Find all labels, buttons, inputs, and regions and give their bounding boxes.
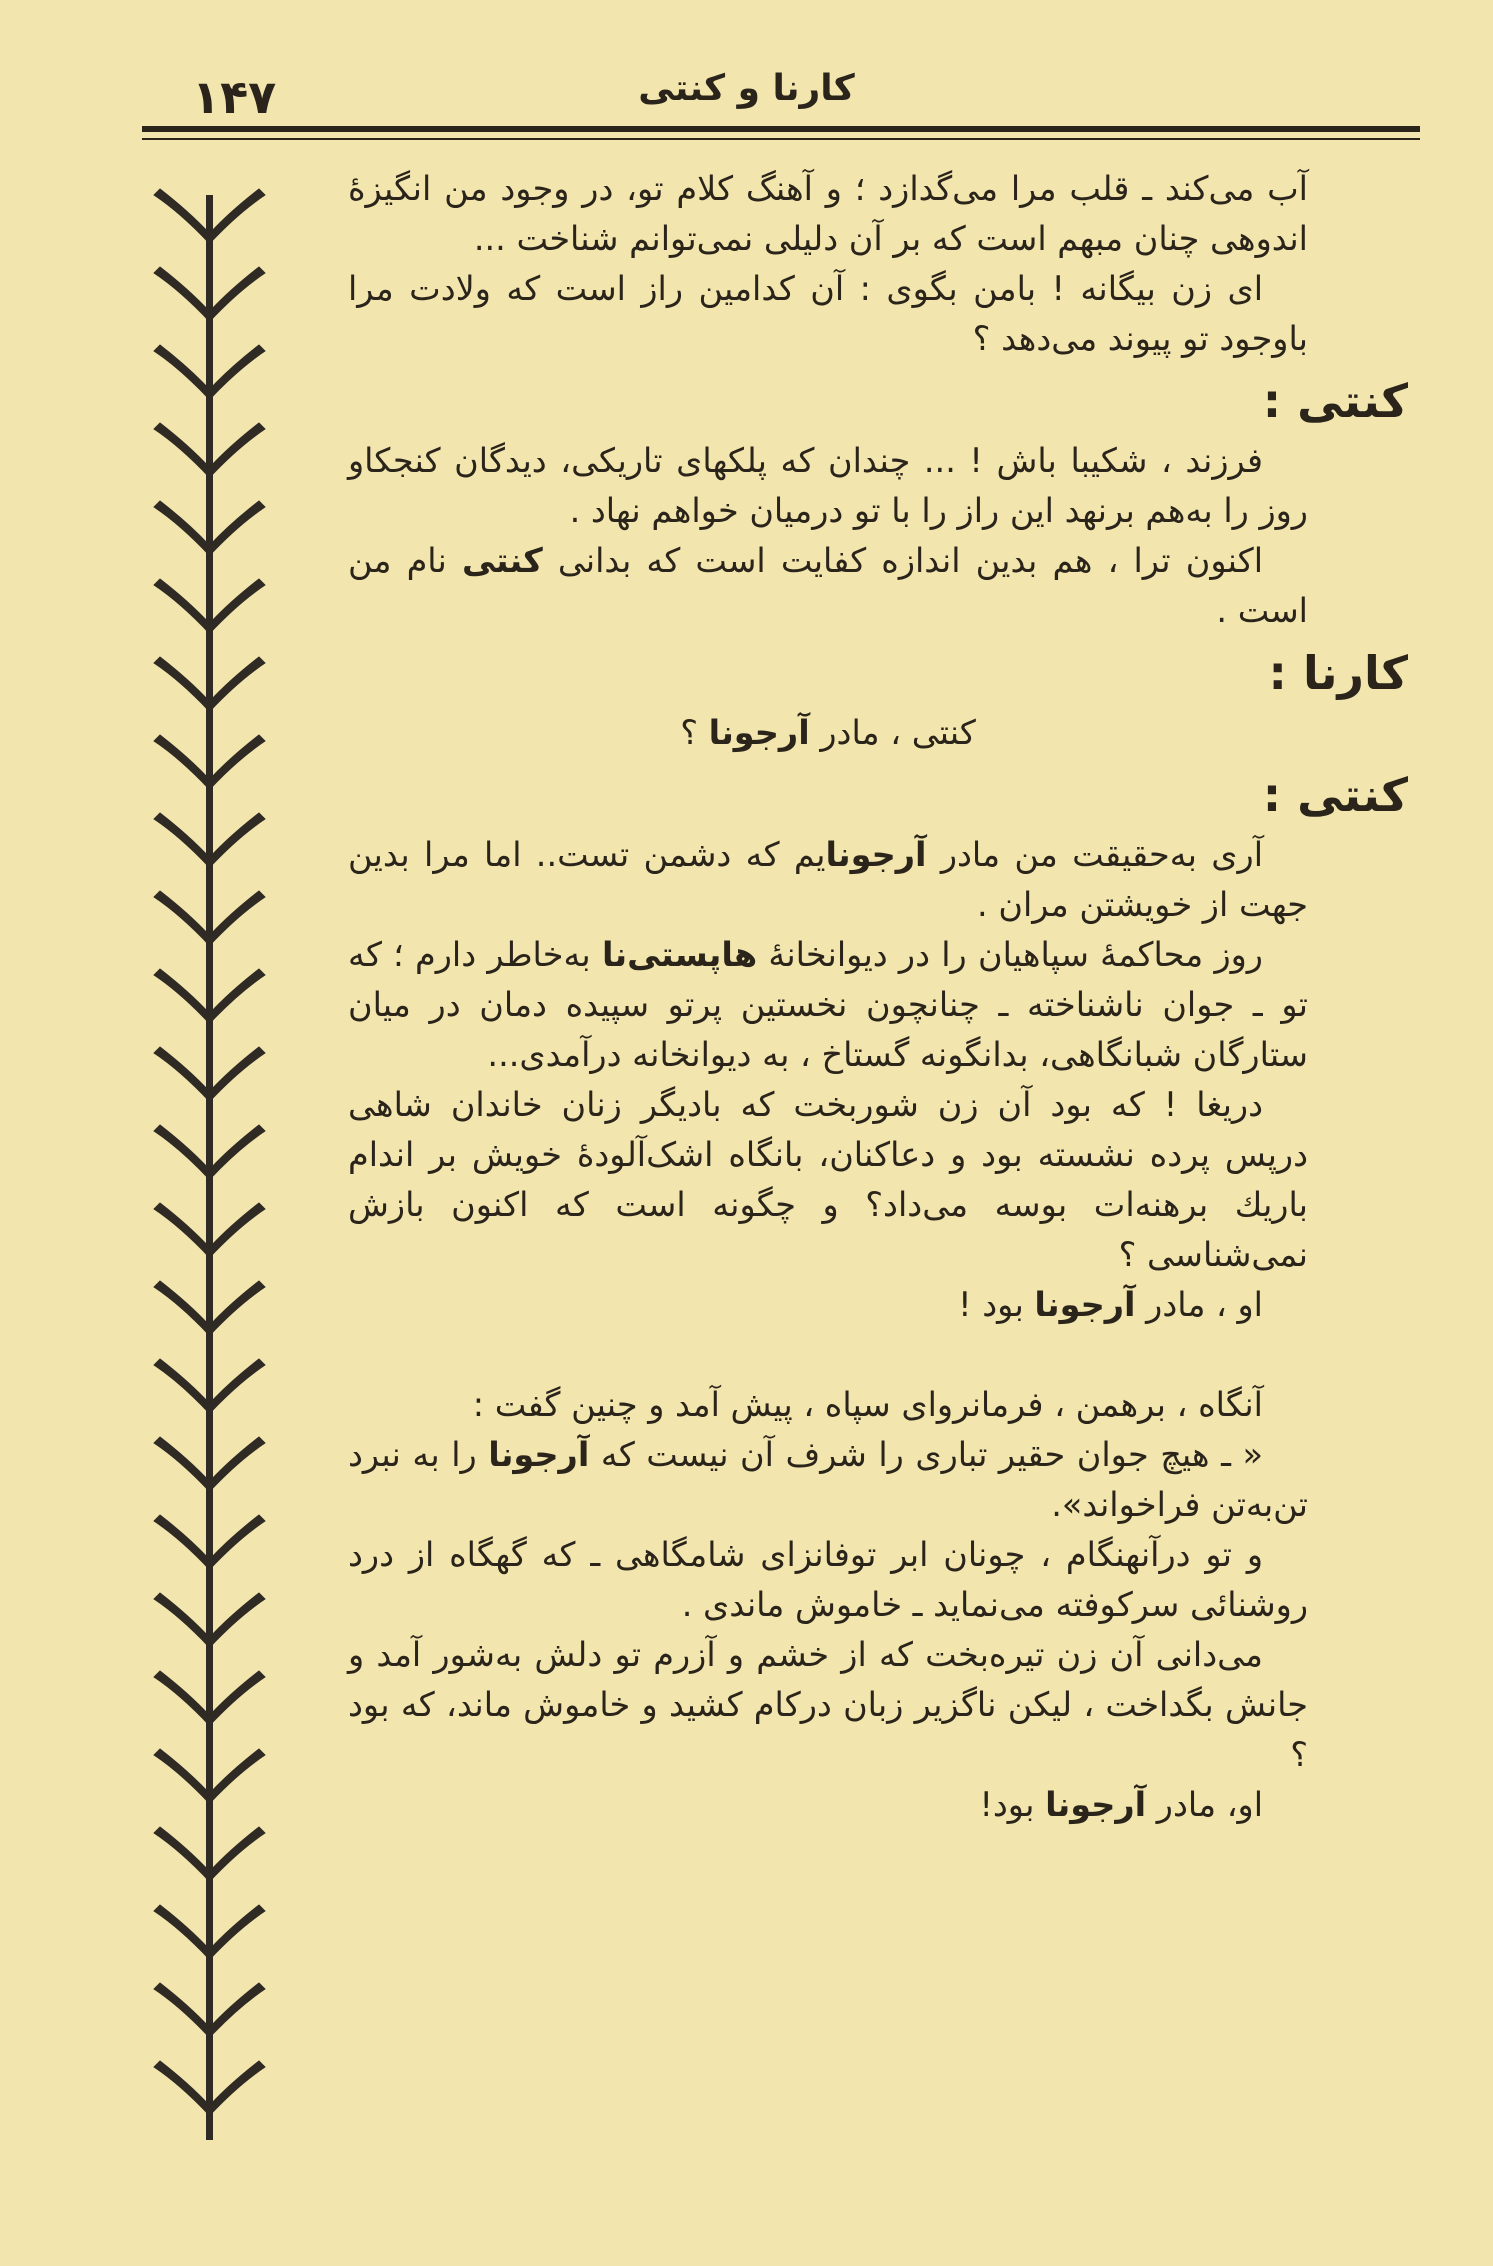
fern-leaf-left bbox=[154, 657, 209, 711]
paragraph: می‌دانی آن زن تیره‌بخت که از خشم و آزرم تو دلش به‌شور آمد و جانش بگداخت ، لیکن ناگزیر زبان درکام کشید و خاموش ماند، که بود ؟ bbox=[348, 1635, 1308, 1774]
fern-leaf-right bbox=[210, 579, 265, 633]
paragraph bbox=[348, 708, 1308, 758]
fern-leaf-left bbox=[154, 189, 209, 243]
speaker-label: کنتی : bbox=[1262, 374, 1408, 428]
fern-leaf-left bbox=[154, 1749, 209, 1803]
fern-leaf-left bbox=[154, 891, 209, 945]
fern-leaf-left bbox=[154, 1515, 209, 1569]
fern-leaf-left bbox=[154, 1203, 209, 1257]
text-run: به‌خاطر دارم ؛ که تو ـ جوان ناشناخته ـ چنانچون نخستین پرتو سپیده دمان در میان ستارگان شبانگاهی، بدانگونه گستاخ ، به دیوانخانه درآمدی... bbox=[348, 935, 1308, 1074]
name-emphasis: هاپستی‌نا bbox=[601, 935, 758, 974]
fern-leaf-left bbox=[154, 1905, 209, 1959]
header-rule-thick bbox=[142, 126, 1420, 132]
fern-leaf-left bbox=[154, 1827, 209, 1881]
name-emphasis: آرجونا bbox=[1034, 1285, 1136, 1324]
name-emphasis: آرجونا bbox=[1045, 1785, 1147, 1824]
name-emphasis: کنتی bbox=[461, 541, 543, 580]
text-run: بود ! bbox=[958, 1285, 1035, 1324]
text-run: بود! bbox=[979, 1785, 1046, 1824]
fern-leaf-right bbox=[210, 423, 265, 477]
fern-leaf-right bbox=[210, 2061, 265, 2115]
fern-leaf-left bbox=[154, 1047, 209, 1101]
name-emphasis: آرجونا bbox=[488, 1435, 590, 1474]
paragraph bbox=[348, 1430, 1308, 1530]
fern-leaf-right bbox=[210, 1671, 265, 1725]
paragraph bbox=[348, 830, 1308, 930]
fern-leaf-left bbox=[154, 501, 209, 555]
fern-leaf-right bbox=[210, 813, 265, 867]
text-run: کنتی ، مادر bbox=[809, 713, 976, 752]
paragraph bbox=[348, 1780, 1308, 1830]
paragraph: ای زن بیگانه ! بامن بگوی : آن کدامین راز است که ولادت مرا باوجود تو پیوند می‌دهد ؟ bbox=[348, 269, 1308, 358]
fern-leaf-right bbox=[210, 891, 265, 945]
paragraph: و تو درآنهنگام ، چونان ابر توفانزای شامگاهی ـ که گهگاه از درد روشنائی سرکوفته می‌نماید ـ خاموش ماندی . bbox=[348, 1535, 1308, 1624]
fern-leaf-left bbox=[154, 1593, 209, 1647]
text-run: او، مادر bbox=[1146, 1785, 1263, 1824]
name-emphasis: آرجونا bbox=[708, 713, 810, 752]
fern-leaf-left bbox=[154, 579, 209, 633]
fern-leaf-right bbox=[210, 1203, 265, 1257]
fern-leaf-left bbox=[154, 1359, 209, 1413]
fern-leaf-left bbox=[154, 267, 209, 321]
fern-leaf-right bbox=[210, 1593, 265, 1647]
name-emphasis: آرجونا bbox=[825, 835, 927, 874]
text-run: آری به‌حقیقت من مادر bbox=[926, 835, 1263, 874]
text-run: ؟ bbox=[680, 713, 709, 752]
fern-leaf-right bbox=[210, 1515, 265, 1569]
paragraph bbox=[348, 536, 1308, 636]
fern-leaf-right bbox=[210, 345, 265, 399]
paragraph: دریغا ! که بود آن زن شوربخت که بادیگر زنان خاندان شاهی درپس پرده نشسته بود و دعاکنان، بانگاه اشک‌آلودهٔ خویش بر اندام باریك برهنه‌ات بوسه می‌داد؟ و چگونه است که اکنون بازش نمی‌شناسی ؟ bbox=[348, 1085, 1308, 1274]
fern-leaf-right bbox=[210, 1827, 265, 1881]
fern-leaf-right bbox=[210, 735, 265, 789]
text-run: اکنون ترا ، هم بدین اندازه کفایت است که بدانی bbox=[557, 541, 1264, 580]
fern-leaf-right bbox=[210, 1359, 265, 1413]
running-title: کارنا و کنتی bbox=[638, 68, 855, 109]
fern-leaf-left bbox=[154, 1983, 209, 2037]
fern-leaf-left bbox=[154, 423, 209, 477]
fern-leaf-left bbox=[154, 2061, 209, 2115]
header-rule-thin bbox=[142, 138, 1420, 140]
fern-leaf-left bbox=[154, 1281, 209, 1335]
fern-leaf-left bbox=[154, 969, 209, 1023]
text-run: روز محاکمهٔ سپاهیان را در دیوانخانهٔ bbox=[757, 935, 1263, 974]
fern-leaf-left bbox=[154, 345, 209, 399]
fern-leaf-right bbox=[210, 969, 265, 1023]
text-run: یم که دشمن تست.. اما مرا بدین جهت از خویشتن مران . bbox=[348, 835, 1308, 924]
text-run: را به نبرد تن‌به‌تن فراخواند». bbox=[348, 1435, 1308, 1524]
fern-leaf-right bbox=[210, 1749, 265, 1803]
fern-leaf-right bbox=[210, 267, 265, 321]
fern-leaf-right bbox=[210, 1281, 265, 1335]
fern-leaf-left bbox=[154, 1125, 209, 1179]
fern-leaf-right bbox=[210, 657, 265, 711]
paragraph: فرزند ، شکیبا باش ! ... چندان که پلکهای تاریکی، دیدگان کنجکاو روز را به‌هم برنهد این راز را با تو درمیان خواهم نهاد . bbox=[348, 441, 1308, 530]
fern-leaf-left bbox=[154, 1671, 209, 1725]
fern-leaf-left bbox=[154, 735, 209, 789]
text-run: نام من است . bbox=[348, 541, 1308, 630]
fern-leaf-right bbox=[210, 1905, 265, 1959]
page-number: ۱۴۷ bbox=[192, 70, 277, 124]
fern-leaf-right bbox=[210, 189, 265, 243]
speaker-label: کارنا : bbox=[1268, 646, 1408, 700]
paragraph bbox=[348, 930, 1308, 1080]
fern-leaf-right bbox=[210, 1983, 265, 2037]
fern-border-ornament bbox=[150, 185, 270, 2145]
paragraph bbox=[348, 1280, 1308, 1330]
speaker-label: کنتی : bbox=[1262, 768, 1408, 822]
body-text bbox=[348, 164, 1408, 1830]
text-run: « ـ هیچ جوان حقیر تباری را شرف آن نیست که bbox=[589, 1435, 1263, 1474]
fern-leaf-right bbox=[210, 1047, 265, 1101]
paragraph: آنگاه ، برهمن ، فرمانروای سپاه ، پیش آمد و چنین گفت : bbox=[472, 1385, 1263, 1424]
paragraph: آب می‌کند ـ قلب مرا می‌گدازد ؛ و آهنگ کلام تو، در وجود من انگیزهٔ اندوهی چنان مبهم است که بر آن دلیلی نمی‌توانم شناخت ... bbox=[348, 169, 1308, 258]
fern-leaf-left bbox=[154, 813, 209, 867]
fern-leaf-right bbox=[210, 1437, 265, 1491]
fern-leaf-right bbox=[210, 1125, 265, 1179]
fern-leaf-right bbox=[210, 501, 265, 555]
fern-leaf-left bbox=[154, 1437, 209, 1491]
text-run: او ، مادر bbox=[1135, 1285, 1263, 1324]
